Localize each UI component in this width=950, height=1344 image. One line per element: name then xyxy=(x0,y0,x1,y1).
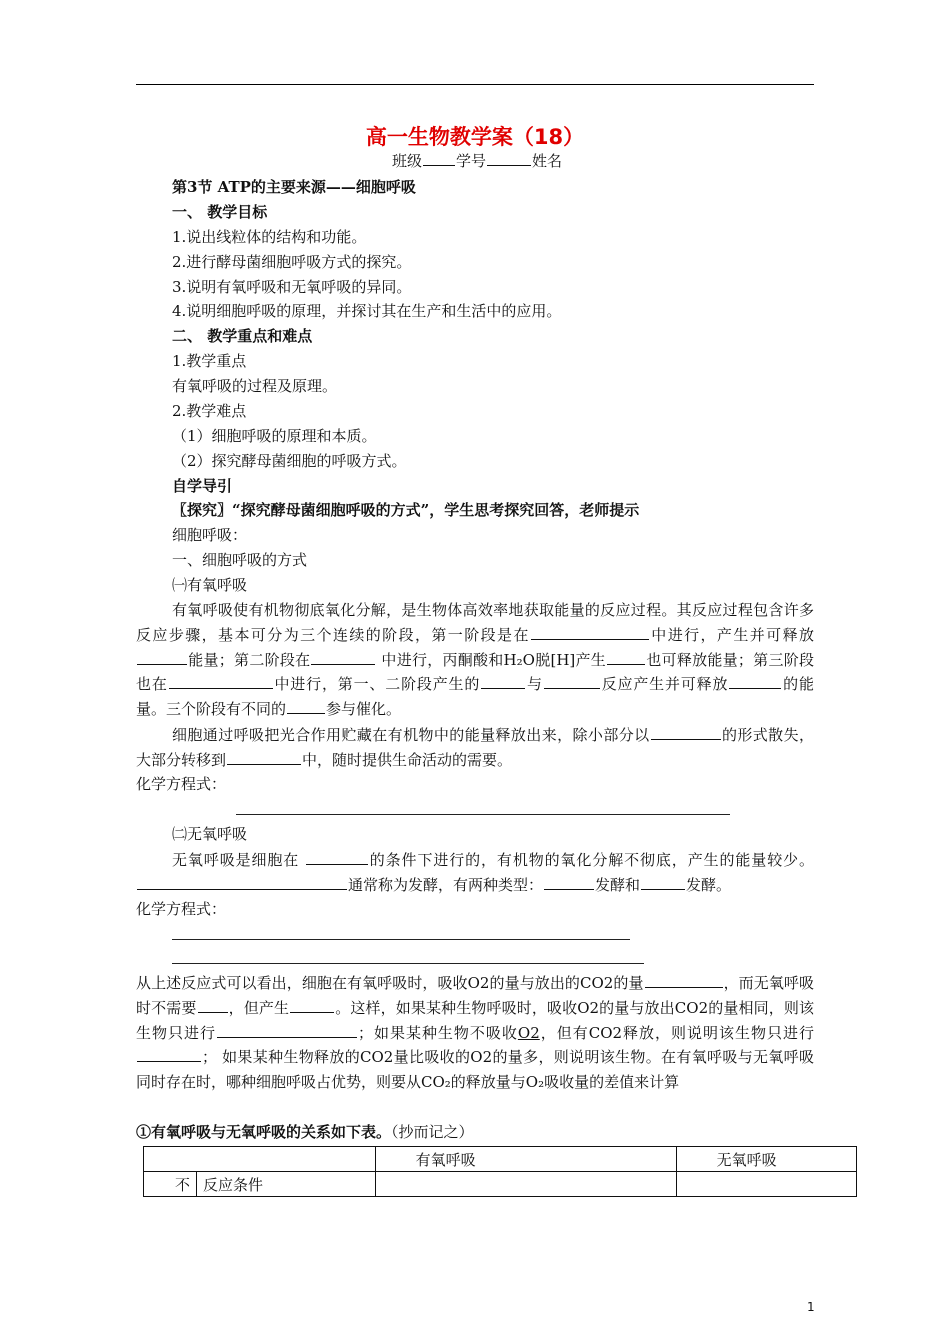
fill-blank[interactable] xyxy=(287,698,325,714)
equation-label: 化学方程式： xyxy=(136,775,227,793)
difficulty-item: （1）细胞呼吸的原理和本质。 xyxy=(172,427,377,445)
fill-blank[interactable] xyxy=(607,649,645,665)
section-title: 第3节 ATP的主要来源——细胞呼吸 xyxy=(172,178,416,196)
equation-line[interactable] xyxy=(172,963,644,964)
fill-blank[interactable] xyxy=(137,649,187,665)
id-blank[interactable] xyxy=(487,150,531,166)
page-title: 高一生物教学案（18） xyxy=(365,125,585,149)
fill-blank[interactable] xyxy=(137,874,347,890)
goal-item: 1.说出线粒体的结构和功能。 xyxy=(172,228,367,246)
table-header: 无氧呼吸 xyxy=(676,1147,856,1172)
equation-line[interactable] xyxy=(236,814,730,815)
fill-blank[interactable] xyxy=(198,997,228,1013)
subsection-heading: 一、细胞呼吸的方式 xyxy=(172,551,308,569)
anaerobic-paragraph: 无氧呼吸是细胞在 的条件下进行的，有机物的氧化分解不彻底，产生的能量较少。通常称为发酵，有两种类型： 发酵和 发酵。 xyxy=(136,848,814,898)
student-info: 班级 学号 姓名 xyxy=(392,152,563,170)
fill-blank[interactable] xyxy=(217,1022,357,1038)
guide-heading: 自学导引 xyxy=(172,477,233,495)
fill-blank[interactable] xyxy=(481,673,525,689)
fill-blank[interactable] xyxy=(227,749,301,765)
equation-label-2: 化学方程式： xyxy=(136,900,227,918)
cell-resp-label: 细胞呼吸： xyxy=(172,526,248,544)
equation-line[interactable] xyxy=(172,939,630,940)
table-cell[interactable] xyxy=(676,1172,856,1197)
comparison-paragraph: 从上述反应式可以看出，细胞在有氧呼吸时，吸收O2的量与放出的CO2的量 ，而无氧呼吸时不需要 ，但产生 。这样，如果某种生物呼吸时，吸收O2的量与放出CO2的量相同，则该生物只进行 ；如果某种生物不吸收O2，但有CO2释放，则说明该生物只进行； 如果某种生物释放的CO2量比吸收的O2的量多，则说明该生物。在有氧呼吸与无氧呼吸同时存在时，哪种细胞呼吸占优势，则要从CO₂的释放量与O₂吸收量的差值来计算 xyxy=(136,974,814,1092)
keypoints-heading: 二、 教学重点和难点 xyxy=(172,327,313,345)
aerobic-paragraph: 有氧呼吸使有机物彻底氧化分解，是生物体高效率地获取能量的反应过程。其反应过程包含许多反应步骤，基本可分为三个连续的阶段，第一阶段是在 中进行，产生并可释放能量；第二阶段在 中进行，丙酮酸和H₂O脱[H]产生 也可释放能量；第三阶段也在 中进行，第一、二阶段产生的 与 反应产生并可释放 的能量。三个阶段有不同的 参与催化。 xyxy=(136,601,814,719)
goal-item: 4.说明细胞呼吸的原理，并探讨其在生产和生活中的应用。 xyxy=(172,302,562,320)
table-header: 有氧呼吸 xyxy=(375,1147,676,1172)
table-caption: ①有氧呼吸与无氧呼吸的关系如下表。（抄而记之） xyxy=(136,1123,474,1141)
table-row xyxy=(144,1172,857,1197)
fill-blank[interactable] xyxy=(729,673,781,689)
anaerobic-heading: ㈡无氧呼吸 xyxy=(172,825,248,843)
fill-blank[interactable] xyxy=(544,673,600,689)
fill-blank[interactable] xyxy=(531,624,649,640)
fill-blank[interactable] xyxy=(311,649,375,665)
fill-blank[interactable] xyxy=(651,724,721,740)
difficulty-item: （2）探究酵母菌细胞的呼吸方式。 xyxy=(172,452,407,470)
energy-paragraph: 细胞通过呼吸把光合作用贮藏在有机物中的能量释放出来，除小部分以 的形式散失，大部分转移到 中，随时提供生命活动的需要。 xyxy=(136,726,814,769)
aerobic-heading: ㈠有氧呼吸 xyxy=(172,576,248,594)
difficulty-label: 2.教学难点 xyxy=(172,402,247,420)
table-cell xyxy=(144,1147,376,1172)
comparison-table xyxy=(143,1146,857,1197)
top-rule xyxy=(136,84,814,85)
focus-label: 1.教学重点 xyxy=(172,352,247,370)
goal-item: 3.说明有氧呼吸和无氧呼吸的异同。 xyxy=(172,278,412,296)
page-number: 1 xyxy=(807,1300,815,1314)
fill-blank[interactable] xyxy=(306,849,368,865)
explore-line: 〖探究〗“探究酵母菌细胞呼吸的方式”，学生思考探究回答，老师提示 xyxy=(172,501,640,519)
class-blank[interactable] xyxy=(423,150,455,166)
fill-blank[interactable] xyxy=(544,874,594,890)
fill-blank[interactable] xyxy=(645,972,723,988)
fill-blank[interactable] xyxy=(290,997,334,1013)
table-row xyxy=(144,1147,857,1172)
focus-text: 有氧呼吸的过程及原理。 xyxy=(172,377,338,395)
table-row-label: 反应条件 xyxy=(197,1172,376,1197)
goals-heading: 一、 教学目标 xyxy=(172,203,268,221)
goal-item: 2.进行酵母菌细胞呼吸方式的探究。 xyxy=(172,253,412,271)
fill-blank[interactable] xyxy=(641,874,685,890)
table-row-group: 不 xyxy=(144,1172,197,1197)
fill-blank[interactable] xyxy=(137,1046,201,1062)
table-cell[interactable] xyxy=(375,1172,676,1197)
fill-blank[interactable] xyxy=(169,673,273,689)
